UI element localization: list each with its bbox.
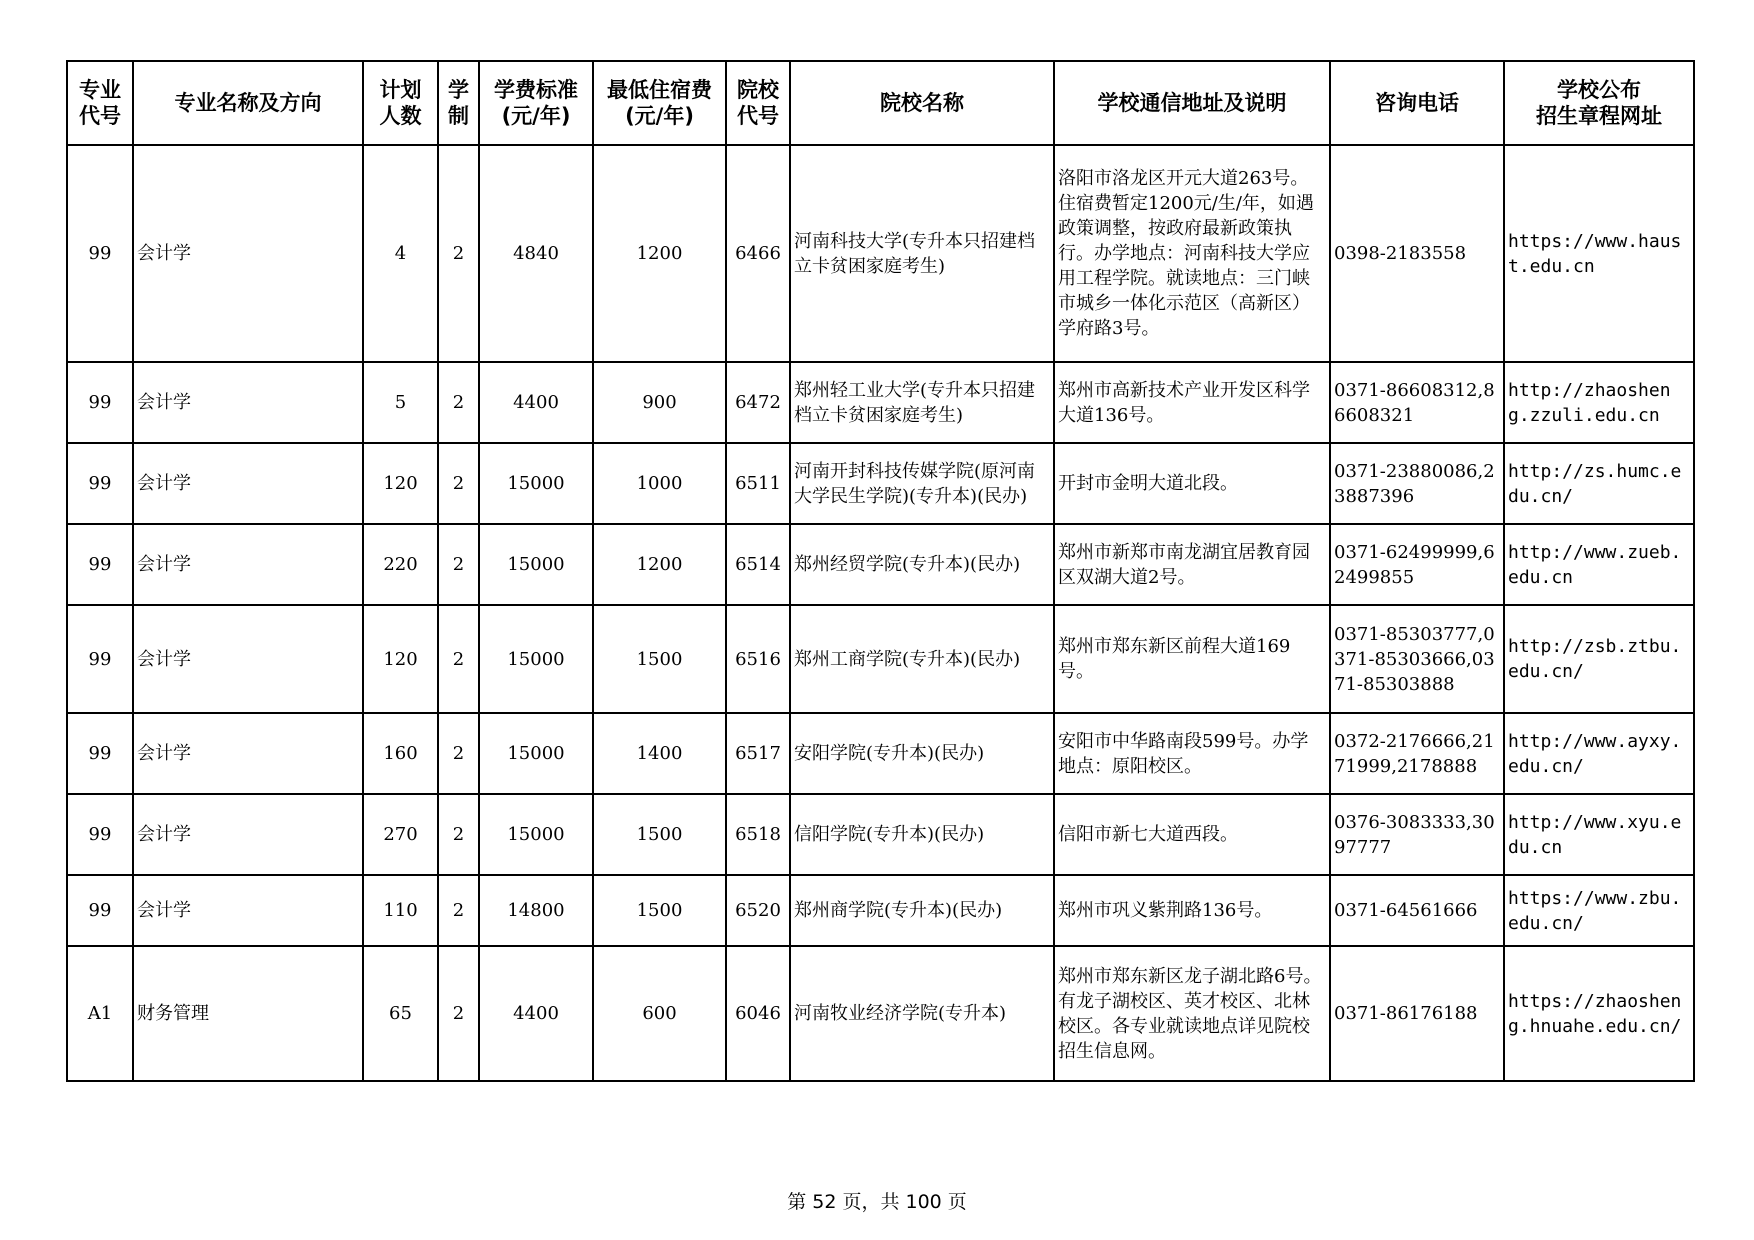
- page-footer: [0, 1187, 1754, 1214]
- cell-min-lodging: 1200: [593, 145, 726, 362]
- cell-min-lodging: 1500: [593, 875, 726, 946]
- cell-url: http://zsb.ztbu.edu.cn/: [1504, 605, 1694, 713]
- cell-tuition: 4840: [479, 145, 593, 362]
- cell-min-lodging: 900: [593, 362, 726, 443]
- cell-address: 开封市金明大道北段。: [1054, 443, 1330, 524]
- cell-major-name: 会计学: [133, 362, 363, 443]
- cell-major-name: 会计学: [133, 794, 363, 875]
- cell-min-lodging: 1400: [593, 713, 726, 794]
- header-url: 学校公布 招生章程网址: [1504, 61, 1694, 145]
- header-major-name: 专业名称及方向: [133, 61, 363, 145]
- cell-phone: 0371-86608312,86608321: [1330, 362, 1504, 443]
- cell-min-lodging: 1200: [593, 524, 726, 605]
- cell-years: 2: [438, 794, 479, 875]
- cell-address: 郑州市高新技术产业开发区科学大道136号。: [1054, 362, 1330, 443]
- header-address: 学校通信地址及说明: [1054, 61, 1330, 145]
- cell-plan-count: 120: [363, 443, 438, 524]
- header-min-lodging: 最低住宿费 (元/年): [593, 61, 726, 145]
- cell-years: 2: [438, 713, 479, 794]
- header-tuition: 学费标准 (元/年): [479, 61, 593, 145]
- cell-school-code: 6516: [726, 605, 790, 713]
- cell-url: http://www.xyu.edu.cn: [1504, 794, 1694, 875]
- cell-school-code: 6517: [726, 713, 790, 794]
- cell-tuition: 14800: [479, 875, 593, 946]
- cell-url: https://www.zbu.edu.cn/: [1504, 875, 1694, 946]
- cell-tuition: 15000: [479, 605, 593, 713]
- cell-phone: 0371-23880086,23887396: [1330, 443, 1504, 524]
- cell-major-code: 99: [67, 524, 133, 605]
- cell-address: 信阳市新七大道西段。: [1054, 794, 1330, 875]
- table-row: [67, 946, 1694, 1081]
- cell-phone: 0398-2183558: [1330, 145, 1504, 362]
- table-row: [67, 362, 1694, 443]
- cell-school-code: 6466: [726, 145, 790, 362]
- cell-plan-count: 120: [363, 605, 438, 713]
- cell-phone: 0376-3083333,3097777: [1330, 794, 1504, 875]
- cell-school-code: 6514: [726, 524, 790, 605]
- cell-school-code: 6520: [726, 875, 790, 946]
- cell-years: 2: [438, 145, 479, 362]
- cell-major-code: 99: [67, 605, 133, 713]
- cell-school-code: 6472: [726, 362, 790, 443]
- header-major-code: 专业 代号: [67, 61, 133, 145]
- cell-plan-count: 110: [363, 875, 438, 946]
- cell-major-code: 99: [67, 145, 133, 362]
- cell-min-lodging: 1000: [593, 443, 726, 524]
- cell-plan-count: 4: [363, 145, 438, 362]
- header-school-name: 院校名称: [790, 61, 1054, 145]
- cell-phone: 0372-2176666,2171999,2178888: [1330, 713, 1504, 794]
- cell-school-name: 河南牧业经济学院(专升本): [790, 946, 1054, 1081]
- cell-major-code: 99: [67, 362, 133, 443]
- admissions-table: [66, 60, 1695, 1082]
- cell-tuition: 15000: [479, 794, 593, 875]
- cell-tuition: 15000: [479, 713, 593, 794]
- cell-years: 2: [438, 524, 479, 605]
- cell-phone: 0371-62499999,62499855: [1330, 524, 1504, 605]
- cell-major-code: 99: [67, 713, 133, 794]
- cell-tuition: 4400: [479, 946, 593, 1081]
- cell-address: 郑州市巩义紫荆路136号。: [1054, 875, 1330, 946]
- cell-url: http://zhaosheng.zzuli.edu.cn: [1504, 362, 1694, 443]
- table-row: [67, 875, 1694, 946]
- cell-school-name: 信阳学院(专升本)(民办): [790, 794, 1054, 875]
- cell-min-lodging: 600: [593, 946, 726, 1081]
- cell-url: http://zs.humc.edu.cn/: [1504, 443, 1694, 524]
- cell-address: 郑州市郑东新区龙子湖北路6号。有龙子湖校区、英才校区、北林校区。各专业就读地点详见院校招生信息网。: [1054, 946, 1330, 1081]
- cell-years: 2: [438, 946, 479, 1081]
- cell-school-name: 郑州商学院(专升本)(民办): [790, 875, 1054, 946]
- header-row: [67, 61, 1694, 145]
- table-row: [67, 524, 1694, 605]
- cell-tuition: 15000: [479, 443, 593, 524]
- cell-major-name: 会计学: [133, 145, 363, 362]
- cell-phone: 0371-85303777,0371-85303666,0371-85303888: [1330, 605, 1504, 713]
- cell-school-name: 河南开封科技传媒学院(原河南大学民生学院)(专升本)(民办): [790, 443, 1054, 524]
- cell-major-code: 99: [67, 443, 133, 524]
- table-row: [67, 713, 1694, 794]
- table-row: [67, 443, 1694, 524]
- cell-school-name: 河南科技大学(专升本只招建档立卡贫困家庭考生): [790, 145, 1054, 362]
- admissions-sheet: [66, 60, 1693, 1082]
- cell-major-code: 99: [67, 875, 133, 946]
- cell-min-lodging: 1500: [593, 794, 726, 875]
- cell-school-name: 安阳学院(专升本)(民办): [790, 713, 1054, 794]
- cell-phone: 0371-86176188: [1330, 946, 1504, 1081]
- cell-school-code: 6518: [726, 794, 790, 875]
- cell-years: 2: [438, 875, 479, 946]
- cell-plan-count: 220: [363, 524, 438, 605]
- cell-url: https://zhaosheng.hnuahe.edu.cn/: [1504, 946, 1694, 1081]
- cell-school-name: 郑州工商学院(专升本)(民办): [790, 605, 1054, 713]
- cell-address: 安阳市中华路南段599号。办学地点：原阳校区。: [1054, 713, 1330, 794]
- cell-major-name: 会计学: [133, 443, 363, 524]
- table-row: [67, 794, 1694, 875]
- cell-address: 郑州市郑东新区前程大道169号。: [1054, 605, 1330, 713]
- cell-school-name: 郑州轻工业大学(专升本只招建档立卡贫困家庭考生): [790, 362, 1054, 443]
- cell-major-name: 会计学: [133, 605, 363, 713]
- cell-major-name: 财务管理: [133, 946, 363, 1081]
- cell-tuition: 15000: [479, 524, 593, 605]
- cell-school-name: 郑州经贸学院(专升本)(民办): [790, 524, 1054, 605]
- cell-plan-count: 5: [363, 362, 438, 443]
- table-row: [67, 145, 1694, 362]
- cell-major-code: A1: [67, 946, 133, 1081]
- cell-min-lodging: 1500: [593, 605, 726, 713]
- cell-plan-count: 270: [363, 794, 438, 875]
- cell-years: 2: [438, 362, 479, 443]
- cell-phone: 0371-64561666: [1330, 875, 1504, 946]
- cell-url: http://www.ayxy.edu.cn/: [1504, 713, 1694, 794]
- cell-url: http://www.zueb.edu.cn: [1504, 524, 1694, 605]
- table-row: [67, 605, 1694, 713]
- header-school-code: 院校 代号: [726, 61, 790, 145]
- cell-tuition: 4400: [479, 362, 593, 443]
- cell-url: https://www.haust.edu.cn: [1504, 145, 1694, 362]
- cell-school-code: 6511: [726, 443, 790, 524]
- header-years: 学 制: [438, 61, 479, 145]
- cell-years: 2: [438, 605, 479, 713]
- cell-plan-count: 160: [363, 713, 438, 794]
- cell-major-code: 99: [67, 794, 133, 875]
- header-plan-count: 计划 人数: [363, 61, 438, 145]
- cell-major-name: 会计学: [133, 875, 363, 946]
- page-number: 第 52 页，共 100 页: [787, 1191, 967, 1213]
- cell-major-name: 会计学: [133, 713, 363, 794]
- header-phone: 咨询电话: [1330, 61, 1504, 145]
- cell-school-code: 6046: [726, 946, 790, 1081]
- cell-years: 2: [438, 443, 479, 524]
- cell-address: 洛阳市洛龙区开元大道263号。住宿费暂定1200元/生/年，如遇政策调整，按政府最新政策执行。办学地点：河南科技大学应用工程学院。就读地点：三门峡市城乡一体化示范区（高新区）学府路3号。: [1054, 145, 1330, 362]
- cell-address: 郑州市新郑市南龙湖宜居教育园区双湖大道2号。: [1054, 524, 1330, 605]
- cell-major-name: 会计学: [133, 524, 363, 605]
- cell-plan-count: 65: [363, 946, 438, 1081]
